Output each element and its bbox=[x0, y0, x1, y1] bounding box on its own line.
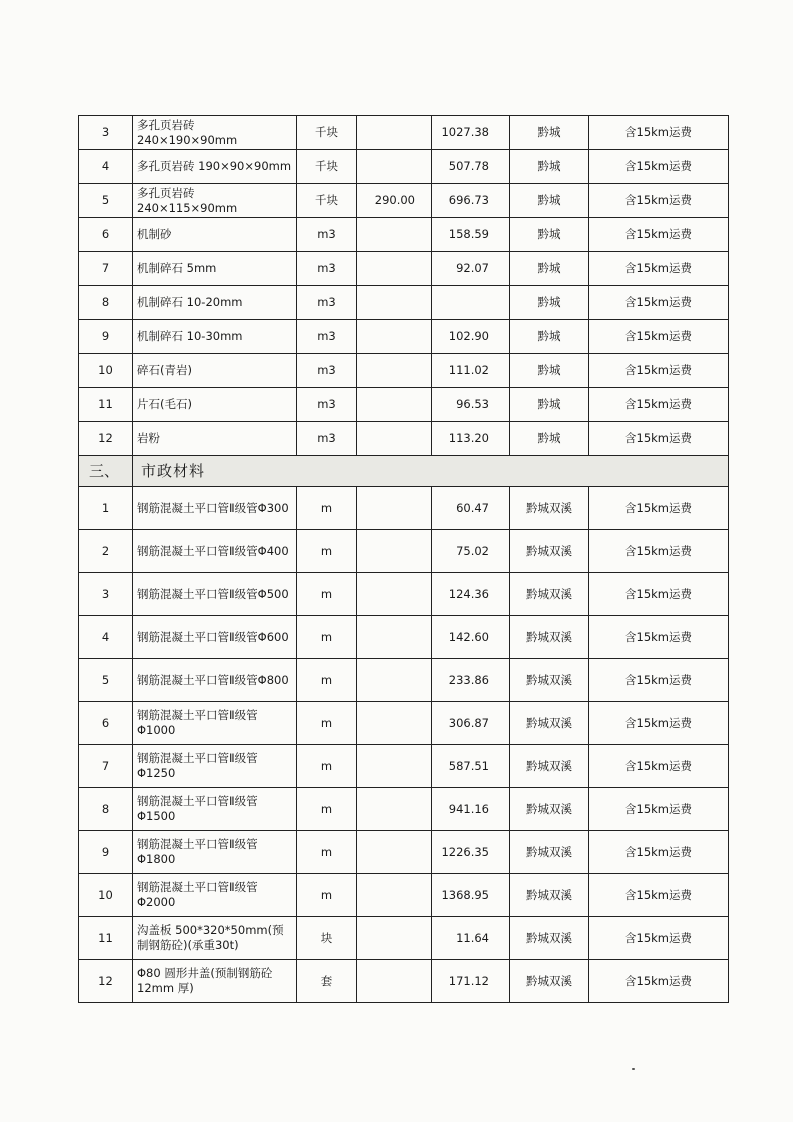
secondary-price-cell bbox=[357, 150, 432, 184]
secondary-price-cell bbox=[357, 286, 432, 320]
section-title: 市政材料 bbox=[133, 456, 729, 487]
material-name-cell: 岩粉 bbox=[133, 422, 297, 456]
price-cell: 158.59 bbox=[432, 218, 510, 252]
unit-cell: m bbox=[297, 616, 357, 659]
table-row bbox=[79, 960, 729, 1003]
row-index-cell: 6 bbox=[79, 218, 133, 252]
remark-cell: 含15km运费 bbox=[589, 788, 729, 831]
secondary-price-cell bbox=[357, 874, 432, 917]
row-index-cell: 12 bbox=[79, 422, 133, 456]
remark-cell: 含15km运费 bbox=[589, 960, 729, 1003]
section-number: 三、 bbox=[79, 456, 133, 487]
remark-cell: 含15km运费 bbox=[589, 702, 729, 745]
origin-cell: 黔城 bbox=[510, 320, 589, 354]
secondary-price-cell bbox=[357, 616, 432, 659]
price-cell: 233.86 bbox=[432, 659, 510, 702]
secondary-price-cell bbox=[357, 573, 432, 616]
secondary-price-cell bbox=[357, 745, 432, 788]
table-row bbox=[79, 422, 729, 456]
table-row bbox=[79, 354, 729, 388]
table-row bbox=[79, 286, 729, 320]
row-index-cell: 11 bbox=[79, 388, 133, 422]
unit-cell: m3 bbox=[297, 286, 357, 320]
remark-cell: 含15km运费 bbox=[589, 487, 729, 530]
secondary-price-cell bbox=[357, 659, 432, 702]
origin-cell: 黔城 bbox=[510, 184, 589, 218]
unit-cell: 千块 bbox=[297, 184, 357, 218]
origin-cell: 黔城双溪 bbox=[510, 960, 589, 1003]
row-index-cell: 8 bbox=[79, 286, 133, 320]
unit-cell: m bbox=[297, 831, 357, 874]
section-header-row bbox=[79, 456, 729, 487]
price-cell: 171.12 bbox=[432, 960, 510, 1003]
table-row bbox=[79, 487, 729, 530]
table-row bbox=[79, 659, 729, 702]
unit-cell: m3 bbox=[297, 320, 357, 354]
origin-cell: 黔城 bbox=[510, 116, 589, 150]
unit-cell: m3 bbox=[297, 218, 357, 252]
material-name-cell: 钢筋混凝土平口管Ⅱ级管Φ1500 bbox=[133, 788, 297, 831]
unit-cell: m bbox=[297, 745, 357, 788]
table-row bbox=[79, 184, 729, 218]
row-index-cell: 4 bbox=[79, 150, 133, 184]
remark-cell: 含15km运费 bbox=[589, 659, 729, 702]
secondary-price-cell bbox=[357, 960, 432, 1003]
origin-cell: 黔城双溪 bbox=[510, 745, 589, 788]
table-row bbox=[79, 788, 729, 831]
price-cell: 113.20 bbox=[432, 422, 510, 456]
origin-cell: 黔城双溪 bbox=[510, 831, 589, 874]
row-index-cell: 11 bbox=[79, 917, 133, 960]
table-row bbox=[79, 831, 729, 874]
unit-cell: m bbox=[297, 702, 357, 745]
remark-cell: 含15km运费 bbox=[589, 320, 729, 354]
price-cell bbox=[432, 286, 510, 320]
table-row bbox=[79, 874, 729, 917]
row-index-cell: 3 bbox=[79, 573, 133, 616]
secondary-price-cell bbox=[357, 252, 432, 286]
material-name-cell: 多孔页岩砖 240×115×90mm bbox=[133, 184, 297, 218]
origin-cell: 黔城双溪 bbox=[510, 530, 589, 573]
price-cell: 587.51 bbox=[432, 745, 510, 788]
price-cell: 75.02 bbox=[432, 530, 510, 573]
material-name-cell: 机制碎石 10-30mm bbox=[133, 320, 297, 354]
table-row bbox=[79, 388, 729, 422]
row-index-cell: 5 bbox=[79, 184, 133, 218]
price-cell: 1368.95 bbox=[432, 874, 510, 917]
material-name-cell: 碎石(青岩) bbox=[133, 354, 297, 388]
material-name-cell: 片石(毛石) bbox=[133, 388, 297, 422]
material-name-cell: 多孔页岩砖 240×190×90mm bbox=[133, 116, 297, 150]
material-name-cell: 钢筋混凝土平口管Ⅱ级管Φ1000 bbox=[133, 702, 297, 745]
origin-cell: 黔城 bbox=[510, 388, 589, 422]
remark-cell: 含15km运费 bbox=[589, 530, 729, 573]
table-row bbox=[79, 116, 729, 150]
row-index-cell: 7 bbox=[79, 252, 133, 286]
unit-cell: m3 bbox=[297, 388, 357, 422]
secondary-price-cell bbox=[357, 530, 432, 573]
origin-cell: 黔城双溪 bbox=[510, 659, 589, 702]
table-row bbox=[79, 150, 729, 184]
row-index-cell: 12 bbox=[79, 960, 133, 1003]
material-name-cell: 钢筋混凝土平口管Ⅱ级管Φ500 bbox=[133, 573, 297, 616]
origin-cell: 黔城 bbox=[510, 286, 589, 320]
page-mark bbox=[632, 1068, 635, 1070]
remark-cell: 含15km运费 bbox=[589, 745, 729, 788]
row-index-cell: 6 bbox=[79, 702, 133, 745]
origin-cell: 黔城双溪 bbox=[510, 616, 589, 659]
remark-cell: 含15km运费 bbox=[589, 917, 729, 960]
price-cell: 306.87 bbox=[432, 702, 510, 745]
origin-cell: 黔城双溪 bbox=[510, 702, 589, 745]
secondary-price-cell bbox=[357, 487, 432, 530]
remark-cell: 含15km运费 bbox=[589, 388, 729, 422]
price-table bbox=[78, 115, 729, 1003]
secondary-price-cell bbox=[357, 388, 432, 422]
material-name-cell: 钢筋混凝土平口管Ⅱ级管Φ600 bbox=[133, 616, 297, 659]
table-row bbox=[79, 616, 729, 659]
remark-cell: 含15km运费 bbox=[589, 218, 729, 252]
unit-cell: m bbox=[297, 530, 357, 573]
row-index-cell: 4 bbox=[79, 616, 133, 659]
remark-cell: 含15km运费 bbox=[589, 573, 729, 616]
secondary-price-cell bbox=[357, 354, 432, 388]
remark-cell: 含15km运费 bbox=[589, 831, 729, 874]
unit-cell: m bbox=[297, 788, 357, 831]
unit-cell: 块 bbox=[297, 917, 357, 960]
remark-cell: 含15km运费 bbox=[589, 116, 729, 150]
origin-cell: 黔城 bbox=[510, 422, 589, 456]
row-index-cell: 9 bbox=[79, 831, 133, 874]
material-name-cell: 钢筋混凝土平口管Ⅱ级管Φ1800 bbox=[133, 831, 297, 874]
secondary-price-cell bbox=[357, 422, 432, 456]
remark-cell: 含15km运费 bbox=[589, 422, 729, 456]
unit-cell: m3 bbox=[297, 422, 357, 456]
row-index-cell: 2 bbox=[79, 530, 133, 573]
remark-cell: 含15km运费 bbox=[589, 150, 729, 184]
material-name-cell: 沟盖板 500*320*50mm(预制钢筋砼)(承重30t) bbox=[133, 917, 297, 960]
secondary-price-cell bbox=[357, 218, 432, 252]
price-cell: 142.60 bbox=[432, 616, 510, 659]
price-cell: 102.90 bbox=[432, 320, 510, 354]
row-index-cell: 8 bbox=[79, 788, 133, 831]
origin-cell: 黔城双溪 bbox=[510, 874, 589, 917]
material-name-cell: 机制砂 bbox=[133, 218, 297, 252]
material-name-cell: Φ80 圆形井盖(预制钢筋砼 12mm 厚) bbox=[133, 960, 297, 1003]
table-row bbox=[79, 745, 729, 788]
price-cell: 60.47 bbox=[432, 487, 510, 530]
table-row bbox=[79, 573, 729, 616]
origin-cell: 黔城双溪 bbox=[510, 788, 589, 831]
material-name-cell: 钢筋混凝土平口管Ⅱ级管Φ400 bbox=[133, 530, 297, 573]
table-row bbox=[79, 252, 729, 286]
origin-cell: 黔城双溪 bbox=[510, 917, 589, 960]
unit-cell: m bbox=[297, 573, 357, 616]
table-row bbox=[79, 530, 729, 573]
price-cell: 696.73 bbox=[432, 184, 510, 218]
material-name-cell: 钢筋混凝土平口管Ⅱ级管Φ300 bbox=[133, 487, 297, 530]
price-cell: 111.02 bbox=[432, 354, 510, 388]
remark-cell: 含15km运费 bbox=[589, 286, 729, 320]
origin-cell: 黔城双溪 bbox=[510, 573, 589, 616]
table-row bbox=[79, 702, 729, 745]
price-cell: 11.64 bbox=[432, 917, 510, 960]
row-index-cell: 10 bbox=[79, 874, 133, 917]
row-index-cell: 3 bbox=[79, 116, 133, 150]
price-cell: 941.16 bbox=[432, 788, 510, 831]
remark-cell: 含15km运费 bbox=[589, 616, 729, 659]
origin-cell: 黔城 bbox=[510, 150, 589, 184]
material-name-cell: 机制碎石 5mm bbox=[133, 252, 297, 286]
table-row bbox=[79, 320, 729, 354]
price-cell: 507.78 bbox=[432, 150, 510, 184]
secondary-price-cell bbox=[357, 831, 432, 874]
material-name-cell: 机制碎石 10-20mm bbox=[133, 286, 297, 320]
unit-cell: m bbox=[297, 659, 357, 702]
unit-cell: 千块 bbox=[297, 150, 357, 184]
origin-cell: 黔城 bbox=[510, 218, 589, 252]
row-index-cell: 10 bbox=[79, 354, 133, 388]
unit-cell: m3 bbox=[297, 252, 357, 286]
unit-cell: 套 bbox=[297, 960, 357, 1003]
price-cell: 92.07 bbox=[432, 252, 510, 286]
unit-cell: m bbox=[297, 874, 357, 917]
price-cell: 1226.35 bbox=[432, 831, 510, 874]
row-index-cell: 5 bbox=[79, 659, 133, 702]
price-cell: 124.36 bbox=[432, 573, 510, 616]
origin-cell: 黔城双溪 bbox=[510, 487, 589, 530]
price-cell: 96.53 bbox=[432, 388, 510, 422]
material-name-cell: 钢筋混凝土平口管Ⅱ级管Φ800 bbox=[133, 659, 297, 702]
remark-cell: 含15km运费 bbox=[589, 354, 729, 388]
secondary-price-cell bbox=[357, 702, 432, 745]
row-index-cell: 1 bbox=[79, 487, 133, 530]
remark-cell: 含15km运费 bbox=[589, 184, 729, 218]
row-index-cell: 7 bbox=[79, 745, 133, 788]
origin-cell: 黔城 bbox=[510, 354, 589, 388]
material-name-cell: 钢筋混凝土平口管Ⅱ级管Φ1250 bbox=[133, 745, 297, 788]
origin-cell: 黔城 bbox=[510, 252, 589, 286]
secondary-price-cell bbox=[357, 116, 432, 150]
secondary-price-cell bbox=[357, 788, 432, 831]
material-name-cell: 多孔页岩砖 190×90×90mm bbox=[133, 150, 297, 184]
remark-cell: 含15km运费 bbox=[589, 874, 729, 917]
table-row bbox=[79, 218, 729, 252]
unit-cell: 千块 bbox=[297, 116, 357, 150]
table-row bbox=[79, 917, 729, 960]
secondary-price-cell bbox=[357, 917, 432, 960]
unit-cell: m3 bbox=[297, 354, 357, 388]
secondary-price-cell: 290.00 bbox=[357, 184, 432, 218]
secondary-price-cell bbox=[357, 320, 432, 354]
price-cell: 1027.38 bbox=[432, 116, 510, 150]
unit-cell: m bbox=[297, 487, 357, 530]
row-index-cell: 9 bbox=[79, 320, 133, 354]
material-name-cell: 钢筋混凝土平口管Ⅱ级管Φ2000 bbox=[133, 874, 297, 917]
remark-cell: 含15km运费 bbox=[589, 252, 729, 286]
